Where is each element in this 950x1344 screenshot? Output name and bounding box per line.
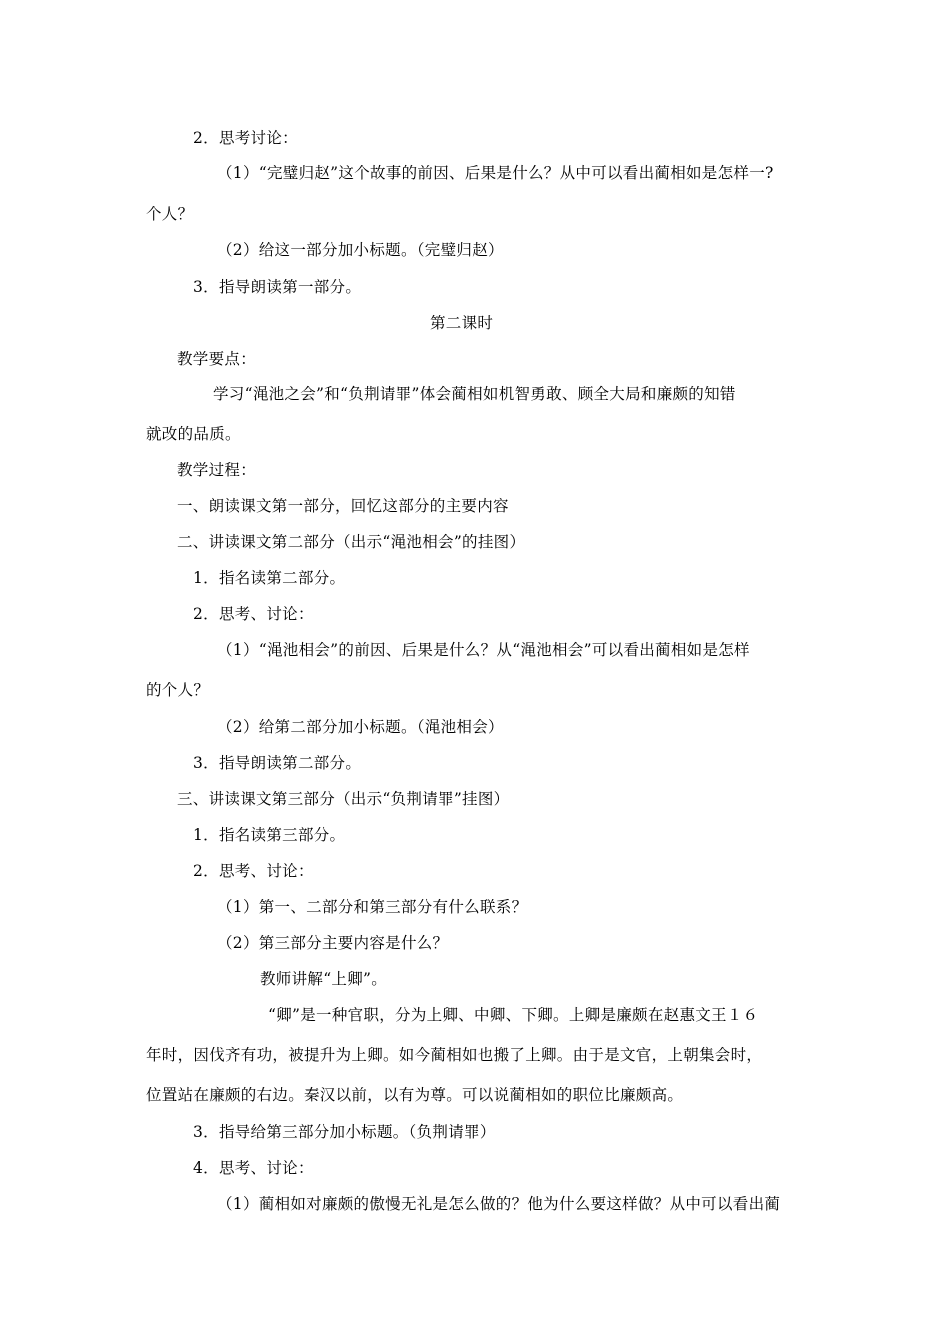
text-line: 3．指导朗读第二部分。 [193, 754, 362, 772]
text-line: （1）“完璧归赵”这个故事的前因、后果是什么？从中可以看出蔺相如是怎样一? [217, 164, 774, 182]
text-line: （2）给第二部分加小标题。（渑池相会） [217, 718, 504, 736]
text-line: （1）蔺相如对廉颇的傲慢无礼是怎么做的？他为什么要这样做？从中可以看出蔺 [217, 1195, 781, 1213]
text-line: 2．思考、讨论： [193, 605, 314, 623]
text-line: 2．思考、讨论： [193, 862, 314, 880]
text-line: 教师讲解“上卿”。 [260, 970, 388, 988]
text-line: （1）第一、二部分和第三部分有什么联系？ [217, 898, 528, 916]
text-line: 1．指名读第二部分。 [193, 569, 346, 587]
text-line: （1）“渑池相会”的前因、后果是什么？从“渑池相会”可以看出蔺相如是怎样 [217, 641, 750, 659]
text-line: 年时，因伐齐有功，被提升为上卿。如今蔺相如也搬了上卿。由于是文官，上朝集会时， [146, 1046, 763, 1064]
text-line: 就改的品质。 [146, 425, 241, 443]
text-line: 2．思考讨论： [193, 129, 298, 147]
text-line: 学习“渑池之会”和“负荆请罪”体会蔺相如机智勇敢、顾全大局和廉颇的知错 [213, 385, 736, 403]
text-line: 的个人？ [146, 681, 210, 699]
text-line: “卿”是一种官职，分为上卿、中卿、下卿。上卿是廉颇在赵惠文王１６ [268, 1006, 759, 1024]
text-line: 一、朗读课文第一部分，回忆这部分的主要内容 [177, 497, 509, 515]
section-heading: 第二课时 [430, 314, 494, 332]
text-line: 3．指导朗读第一部分。 [193, 278, 362, 296]
text-line: （2）给这一部分加小标题。（完璧归赵） [217, 241, 504, 259]
text-line: 三、讲读课文第三部分（出示“负荆请罪”挂图） [177, 790, 510, 808]
text-line: 位置站在廉颇的右边。秦汉以前，以有为尊。可以说蔺相如的职位比廉颇高。 [146, 1086, 684, 1104]
text-line: 3．指导给第三部分加小标题。（负荆请罪） [193, 1123, 496, 1141]
text-line: 4．思考、讨论： [193, 1159, 314, 1177]
text-line: 二、讲读课文第二部分（出示“渑池相会”的挂图） [177, 533, 526, 551]
text-line: 1．指名读第三部分。 [193, 826, 346, 844]
text-line: 教学过程： [177, 461, 257, 479]
text-line: 教学要点： [177, 350, 257, 368]
text-line: 个人？ [146, 205, 194, 223]
text-line: （2）第三部分主要内容是什么？ [217, 934, 449, 952]
